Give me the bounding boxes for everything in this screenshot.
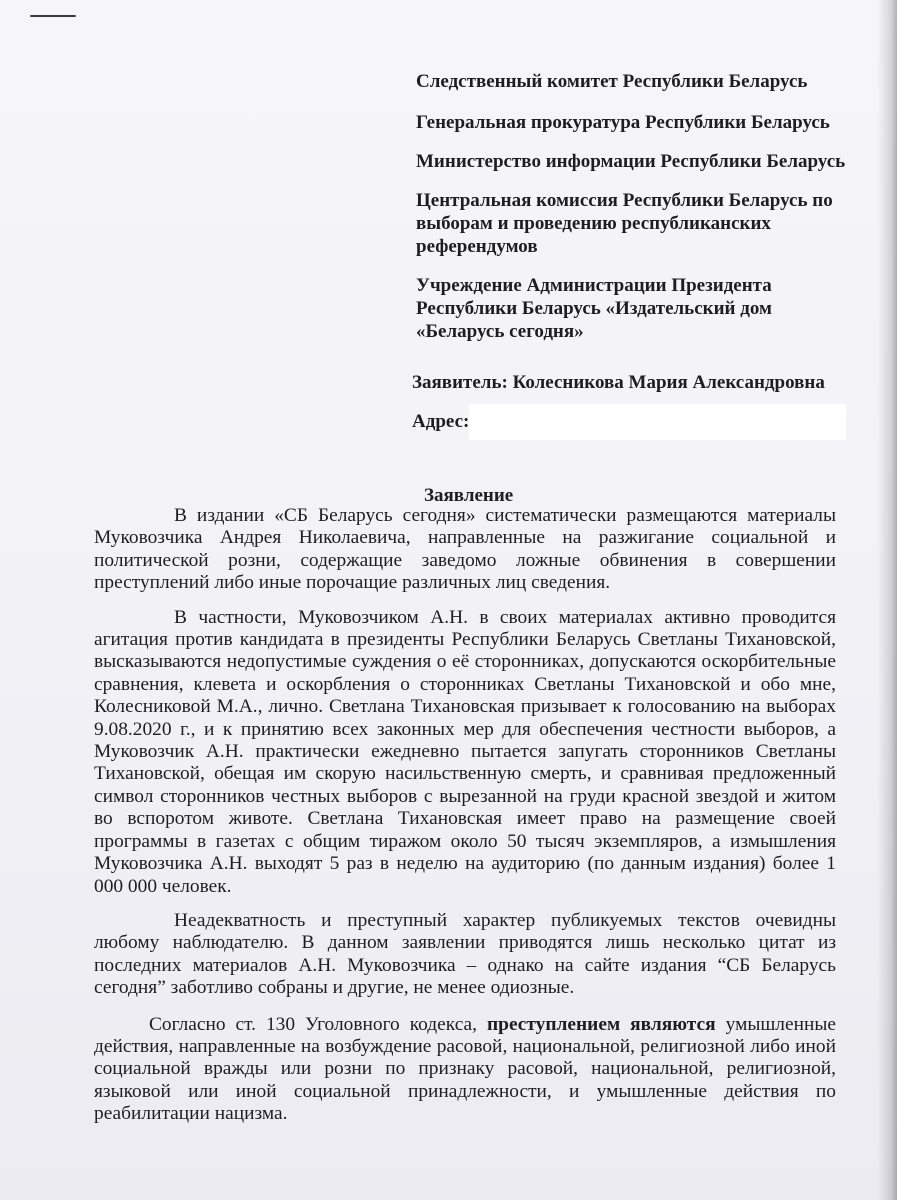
recipient-prosecutor-general: Генеральная прокуратура Республики Беларусь <box>416 112 830 133</box>
paragraph-criminal-code <box>94 1014 836 1126</box>
criminal-code-text-start: Согласно ст. 130 Уголовного кодекса, <box>149 1013 487 1035</box>
address-label: Адрес: <box>412 411 470 432</box>
document-body <box>94 505 836 1138</box>
recipient-information-ministry: Министерство информации Республики Беларусь <box>416 151 846 172</box>
paragraph-details: В частности, Муковозчиком А.Н. в своих материалах активно проводится агитация против кандидата в президенты Республики Беларусь Светланы Тихановской, высказываются недопустимые суждения о её сторонниках, допускаются оскорбительные сравнения, клевета и оскорбления о сторонниках Светланы Тихановской и обо мне, Колесниковой М.А., лично. Светлана Тихановская призывает к голосованию на выборах 9.08.2020 г., и к принятию всех законных мер для обеспечения честности выборов, а Муковозчик А.Н. практически ежедневно пытается запугать сторонников Светланы Тихановской, обещая им скорую насильственную смерть, и сравнивая предложенный символ сторонников честных выборов с вырезанной на груди красной звездой и житом во вспоротом животе. Светлана Тихановская имеет право на размещение своей программы в газетах с общим тиражом около 50 тысяч экземпляров, а измышления Муковозчика А.Н. выходят 5 раз в неделю на аудиторию (по данным издания) более 1 000 000 человек. <box>94 606 836 897</box>
recipient-publishing-house: Учреждение Администрации Президента Республики Беларусь «Издательский дом «Беларусь сегодня» <box>416 275 772 342</box>
paragraph-inadequacy: Неадекватность и преступный характер публикуемых текстов очевидны любому наблюдателю. В данном заявлении приводятся лишь несколько цитат из последних материалов А.Н. Муковозчика – однако на сайте издания “СБ Беларусь сегодня” заботливо собраны и другие, не менее одиозные. <box>94 909 836 999</box>
criminal-code-emphasis: преступлением являются <box>486 1013 716 1035</box>
paragraph-intro: В издании «СБ Беларусь сегодня» систематически размещаются материалы Муковозчика Андрея Николаевича, направленные на разжигание социальной и политической розни, содержащие заведомо ложные обвинения в совершении преступлений либо иные порочащие различных лиц сведения. <box>94 505 836 594</box>
recipient-investigative-committee: Следственный комитет Республики Беларусь <box>416 71 808 92</box>
recipient-election-commission: Центральная комиссия Республики Беларусь по выборам и проведению республиканских референдумов <box>416 190 833 257</box>
document-title: Заявление <box>424 485 514 506</box>
recipients-block <box>416 70 856 359</box>
applicant-line: Заявитель: Колесникова Мария Александровна <box>412 372 825 393</box>
address-redaction <box>469 404 846 440</box>
staple-mark <box>30 15 76 17</box>
criminal-code-text-end: умышленные действия, направленные на возбуждение расовой, национальной, религиозной либо иной социальной вражды или розни по признаку расовой, национальной, религиозной, языковой или иной социальной принадлежности, и умышленные действия по реабилитации нацизма. <box>94 1013 836 1125</box>
